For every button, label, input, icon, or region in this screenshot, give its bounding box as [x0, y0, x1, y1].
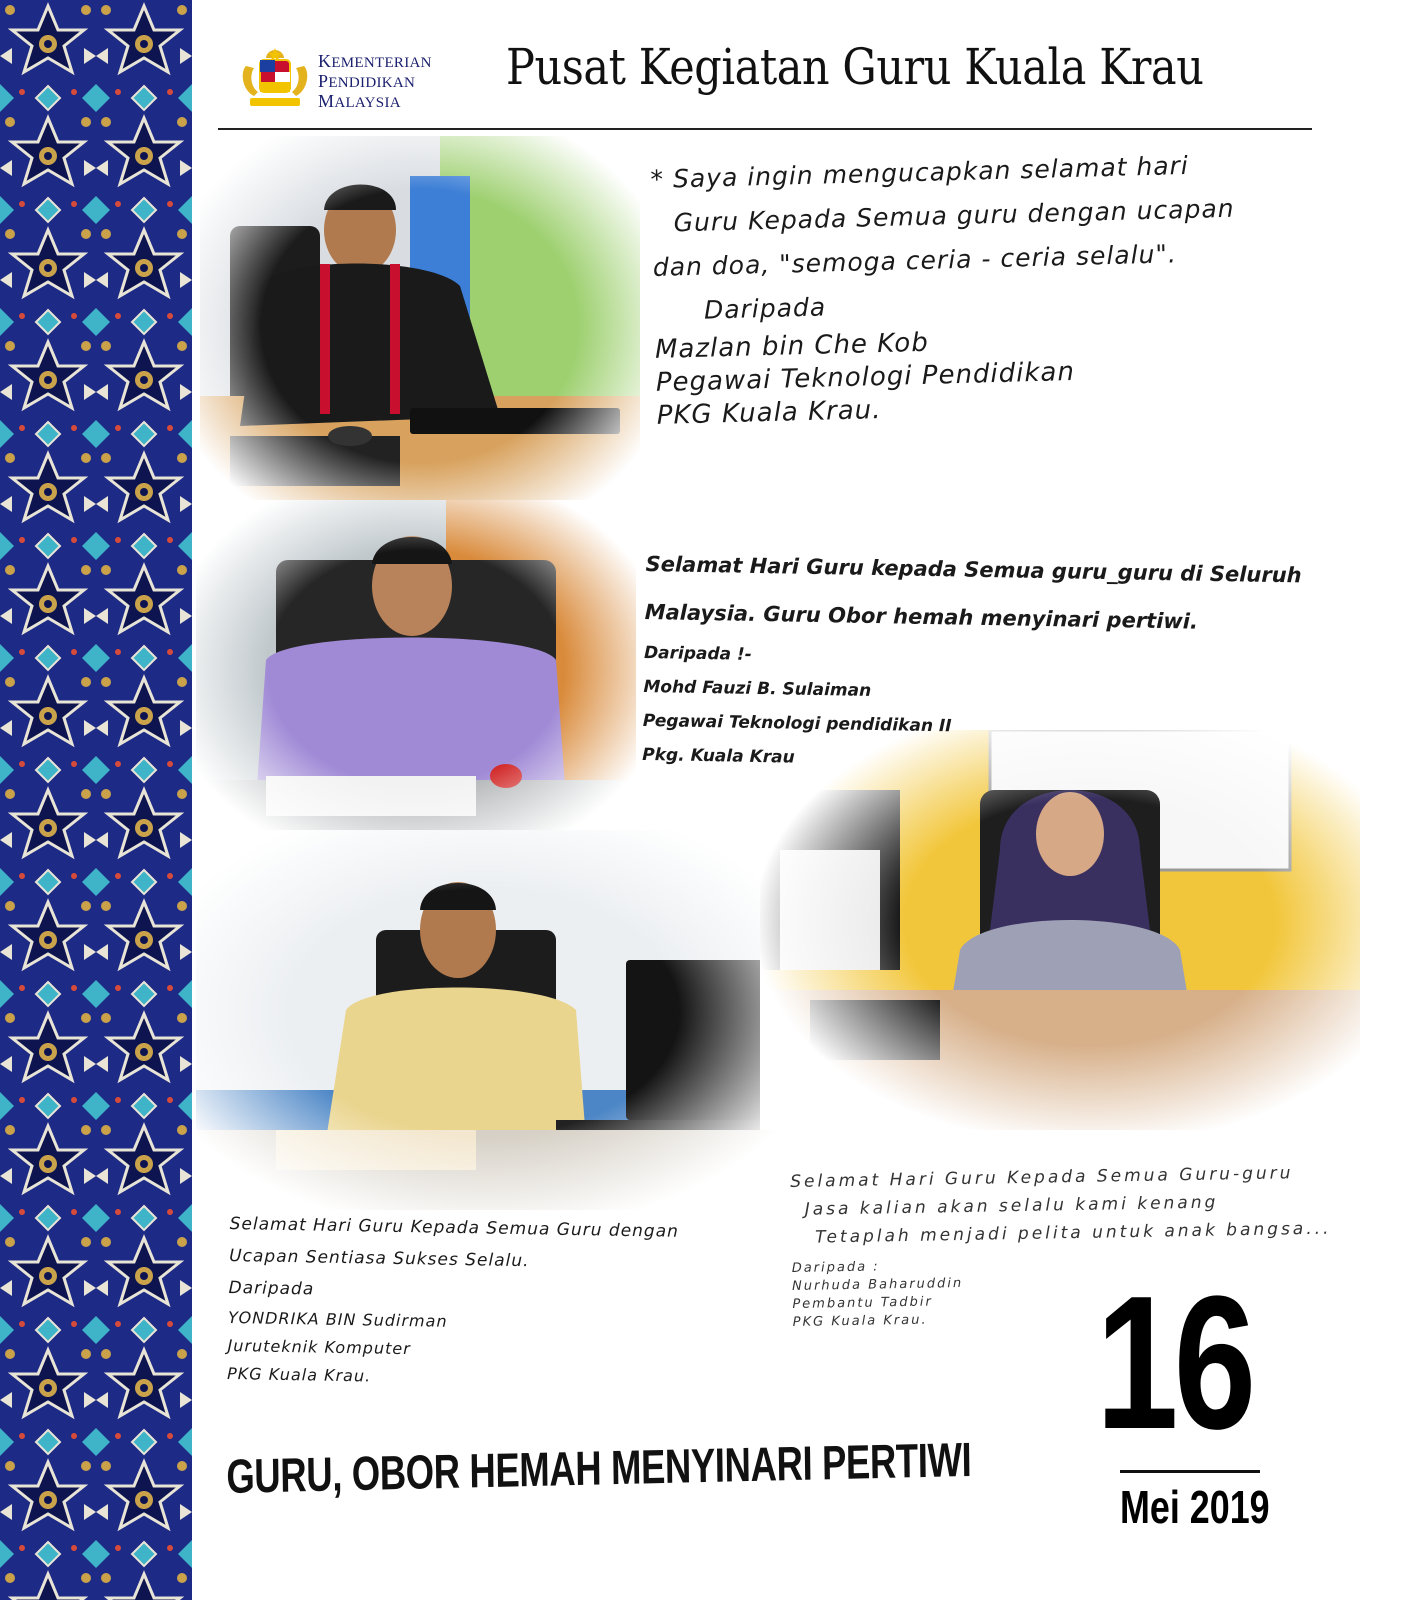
note-1-name: Mazlan bin Che Kob	[654, 327, 930, 365]
date-day: 16	[1096, 1257, 1252, 1469]
header-divider	[218, 128, 1312, 130]
note-3-from: Daripada	[228, 1277, 315, 1300]
note-3-line-2: Ucapan Sentiasa Sukses Selalu.	[228, 1245, 530, 1272]
page-title: Pusat Kegiatan Guru Kuala Krau	[506, 38, 1204, 96]
note-1-role: Pegawai Teknologi Pendidikan	[655, 356, 1076, 398]
note-2-name: Mohd Fauzi B. Sulaiman	[643, 676, 872, 701]
greeting-note-3	[227, 1208, 679, 1396]
note-4-line-3: Tetaplah menjadi pelita untuk anak bangsa...	[815, 1218, 1332, 1248]
mosaic-tile-border	[0, 0, 192, 1600]
note-2-place: Pkg. Kuala Krau	[642, 744, 795, 768]
ministry-line-2: PENDIDIKAN	[318, 71, 416, 91]
note-2-role: Pegawai Teknologi pendidikan II	[642, 710, 952, 737]
greeting-note-1	[650, 143, 1240, 433]
note-4-from: Daripada :	[791, 1259, 880, 1276]
ministry-line-3: MALAYSIA	[318, 91, 401, 111]
ministry-name	[318, 52, 432, 112]
note-2-line-1: Selamat Hari Guru kepada Semua guru_guru di Seluruh	[645, 551, 1302, 588]
note-1-line-2: Guru Kepada Semua guru dengan ucapan	[673, 193, 1235, 238]
note-1-line-1: * Saya ingin mengucapkan selamat hari	[650, 150, 1190, 194]
ministry-logo	[236, 46, 456, 112]
note-2-line-2: Malaysia. Guru Obor hemah menyinari pertiwi.	[644, 599, 1199, 634]
photo-staff-2	[196, 500, 636, 850]
note-4-role: Pembantu Tadbir	[792, 1294, 933, 1312]
note-4-line-2: Jasa kalian akan selalu kami kenang	[804, 1192, 1219, 1220]
note-1-line-3: dan doa, "semoga ceria - ceria selalu".	[652, 239, 1178, 282]
photo-staff-1	[200, 136, 640, 516]
coat-of-arms-icon	[236, 46, 314, 112]
note-3-name: YONDRIKA BIN Sudirman	[227, 1307, 448, 1331]
note-4-name: Nurhuda Baharuddin	[791, 1275, 964, 1294]
note-1-from: Daripada	[703, 292, 827, 325]
ministry-line-1: KEMENTERIAN	[318, 51, 432, 71]
photo-staff-4	[760, 730, 1360, 1130]
date-divider	[1120, 1470, 1260, 1473]
note-3-role: Juruteknik Komputer	[227, 1335, 411, 1359]
note-4-place: PKG Kuala Krau.	[792, 1312, 928, 1330]
slogan-heading: GURU, OBOR HEMAH MENYINARI PERTIWI	[226, 1433, 972, 1504]
note-2-from: Daripada !-	[643, 642, 752, 665]
note-3-place: PKG Kuala Krau.	[226, 1363, 372, 1386]
note-1-place: PKG Kuala Krau.	[656, 395, 882, 431]
date-month-year: Mei 2019	[1120, 1481, 1270, 1533]
greeting-note-4	[790, 1159, 1333, 1332]
photo-staff-3	[196, 830, 796, 1210]
greeting-note-2	[642, 540, 1302, 783]
note-4-line-1: Selamat Hari Guru Kepada Semua Guru-guru	[790, 1163, 1294, 1192]
note-3-line-1: Selamat Hari Guru Kepada Semua Guru dengan	[229, 1213, 680, 1242]
